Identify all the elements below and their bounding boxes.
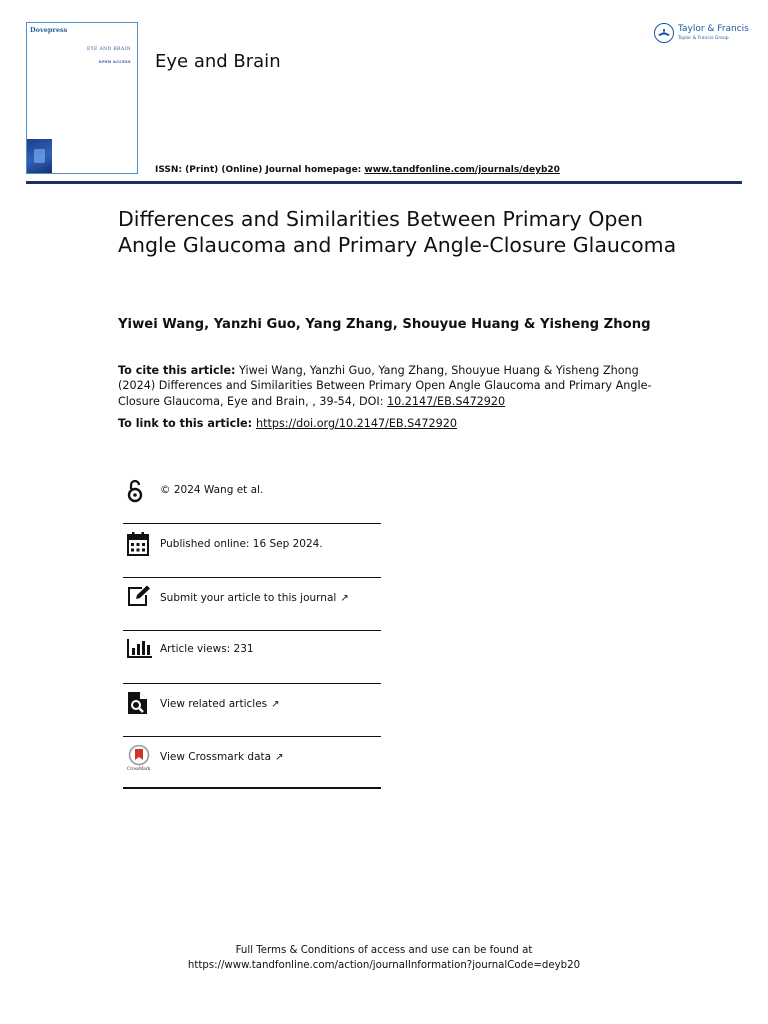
related-label: View related articles — [160, 698, 268, 710]
related-link[interactable] — [160, 698, 280, 710]
bar-chart-icon — [127, 638, 153, 662]
external-link-icon: ↗ — [275, 752, 284, 763]
row-divider — [123, 787, 381, 789]
crossmark-row[interactable] — [123, 737, 381, 789]
views-row — [123, 631, 381, 684]
cite-label: To cite this article: — [118, 364, 236, 377]
copyright-text: © 2024 Wang et al. — [160, 484, 264, 496]
crossmark-badge-label: CrossMark — [127, 766, 151, 771]
calendar-icon — [127, 532, 149, 560]
external-link-icon: ↗ — [271, 699, 280, 710]
terms-footer — [0, 943, 768, 973]
tf-logo-icon — [654, 23, 674, 43]
article-doi-url[interactable]: https://doi.org/10.2147/EB.S472920 — [256, 417, 457, 430]
related-articles-icon — [127, 691, 149, 719]
edit-icon — [127, 585, 151, 611]
article-authors: Yiwei Wang, Yanzhi Guo, Yang Zhang, Shouyue Huang & Yisheng Zhong — [118, 317, 651, 332]
cover-publisher: Dovepress — [30, 26, 68, 34]
doi-link[interactable]: 10.2147/EB.S472920 — [387, 394, 506, 408]
crossmark-link[interactable] — [160, 751, 283, 763]
article-views: Article views: 231 — [160, 643, 254, 655]
issn-line — [155, 165, 560, 175]
cover-title: EYE AND BRAIN — [86, 47, 131, 52]
submit-label: Submit your article to this journal — [160, 592, 337, 604]
cover-art-image — [27, 139, 52, 173]
copyright-row — [123, 470, 381, 524]
publisher-group: Taylor & Francis Group — [678, 36, 729, 41]
article-link-line — [118, 417, 457, 430]
submit-link[interactable] — [160, 592, 349, 604]
publisher-name: Taylor & Francis — [678, 24, 749, 34]
crossmark-label: View Crossmark data — [160, 751, 272, 763]
header-divider — [26, 181, 742, 184]
link-label: To link to this article: — [118, 417, 256, 430]
cite-text: Yiwei Wang, Yanzhi Guo, Yang Zhang, Shouyue Huang & Yisheng Zhong (2024) Differences and Similarities Between Primary Open Angle Glaucoma and Primary Angle-Closure Glaucoma, Eye and Brain, , 39-54, DOI: — [118, 364, 652, 408]
terms-text: Full Terms & Conditions of access and use can be found at — [235, 945, 533, 956]
submit-row[interactable] — [123, 578, 381, 631]
journal-name: Eye and Brain — [155, 51, 281, 72]
related-row[interactable] — [123, 684, 381, 737]
published-date: Published online: 16 Sep 2024. — [160, 538, 323, 550]
article-title: Differences and Similarities Between Primary Open Angle Glaucoma and Primary Angle-Closure Glaucoma — [118, 207, 677, 257]
journal-cover — [26, 22, 138, 174]
issn-text: ISSN: (Print) (Online) Journal homepage: — [155, 165, 365, 175]
journal-homepage-link[interactable]: www.tandfonline.com/journals/deyb20 — [364, 165, 560, 175]
publisher-logo[interactable] — [654, 22, 750, 48]
citation — [118, 363, 678, 409]
crossmark-icon — [126, 745, 152, 771]
open-access-icon — [127, 478, 143, 508]
published-row — [123, 524, 381, 578]
external-link-icon: ↗ — [340, 593, 349, 604]
cover-open-access: OPEN ACCESS — [98, 60, 131, 64]
terms-url[interactable]: https://www.tandfonline.com/action/journalInformation?journalCode=deyb20 — [187, 960, 581, 971]
